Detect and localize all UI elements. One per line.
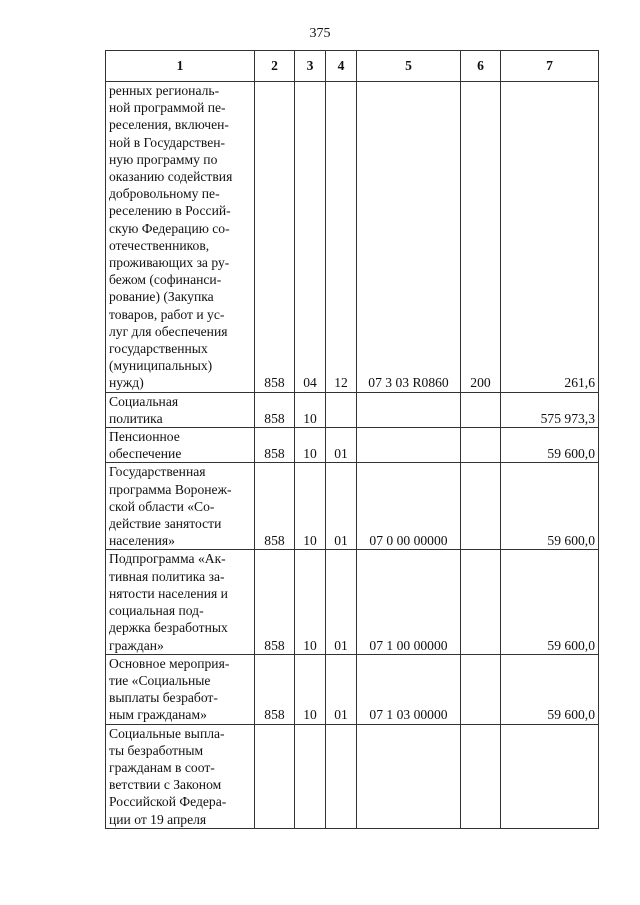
row-code-6: 200 <box>461 82 501 393</box>
row-code-6 <box>461 463 501 550</box>
row-code-2: 858 <box>255 463 295 550</box>
page-number: 375 <box>309 26 331 41</box>
row-code-3: 10 <box>295 654 326 724</box>
row-code-2 <box>255 724 295 828</box>
row-code-6 <box>461 550 501 654</box>
row-amount: 575 973,3 <box>501 392 599 427</box>
row-code-3: 10 <box>295 463 326 550</box>
row-name: Государственная программа Воронеж- ской области «Со- действие занятости населения» <box>109 464 232 549</box>
header-col-7: 7 <box>501 51 599 82</box>
row-code-5 <box>357 724 461 828</box>
header-col-2: 2 <box>255 51 295 82</box>
row-name: Основное мероприя- тие «Социальные выплаты безработ- ным гражданам» <box>109 655 230 723</box>
row-code-4 <box>326 392 357 427</box>
row-code-3: 10 <box>295 428 326 463</box>
header-col-5: 5 <box>357 51 461 82</box>
row-code-3: 10 <box>295 392 326 427</box>
row-code-5 <box>357 392 461 427</box>
row-code-3: 10 <box>295 550 326 654</box>
header-col-4: 4 <box>326 51 357 82</box>
row-code-2: 858 <box>255 392 295 427</box>
row-code-2: 858 <box>255 428 295 463</box>
table-row <box>106 82 599 393</box>
table-row <box>106 654 599 724</box>
row-amount <box>501 724 599 828</box>
row-code-5: 07 1 03 00000 <box>357 654 461 724</box>
row-code-2: 858 <box>255 82 295 393</box>
row-code-6 <box>461 392 501 427</box>
row-name: Пенсионное обеспечение <box>109 429 182 462</box>
table-header-row <box>106 51 599 82</box>
row-code-6 <box>461 428 501 463</box>
row-code-5: 07 0 00 00000 <box>357 463 461 550</box>
row-code-4 <box>326 724 357 828</box>
row-name-cell <box>106 724 255 828</box>
row-code-3: 04 <box>295 82 326 393</box>
row-name-cell <box>106 550 255 654</box>
row-name-cell <box>106 428 255 463</box>
row-code-3 <box>295 724 326 828</box>
row-name-cell <box>106 463 255 550</box>
table-row <box>106 550 599 654</box>
row-name-cell <box>106 82 255 393</box>
row-code-5: 07 3 03 R0860 <box>357 82 461 393</box>
table-row <box>106 463 599 550</box>
budget-table <box>105 50 599 829</box>
row-code-2: 858 <box>255 654 295 724</box>
table-row <box>106 428 599 463</box>
row-name: Социальная политика <box>109 393 179 426</box>
header-col-6: 6 <box>461 51 501 82</box>
row-name: Социальные выпла- ты безработным гражданам в соот- ветствии с Законом Российской Федера- ции от 19 апреля <box>109 725 227 827</box>
row-amount: 261,6 <box>501 82 599 393</box>
row-amount: 59 600,0 <box>501 428 599 463</box>
header-col-3: 3 <box>295 51 326 82</box>
row-code-6 <box>461 724 501 828</box>
row-name: Подпрограмма «Ак- тивная политика за- нятости населения и социальная под- держка безработных граждан» <box>109 551 228 653</box>
row-code-6 <box>461 654 501 724</box>
row-code-2: 858 <box>255 550 295 654</box>
row-name: ренных региональ- ной программой пе- реселения, включен- ной в Государствен- ную программу по оказанию содействия добровольному пе- реселению в Россий- скую Федерацию со- отечественников, проживающих за ру- бежом (софинанси- рование) (Закупка товаров, работ и ус- луг для обеспечения государственных (муниципальных) нужд) <box>109 83 233 391</box>
row-code-4: 01 <box>326 463 357 550</box>
header-col-1: 1 <box>106 51 255 82</box>
row-amount: 59 600,0 <box>501 654 599 724</box>
row-code-5 <box>357 428 461 463</box>
row-amount: 59 600,0 <box>501 463 599 550</box>
row-name-cell <box>106 392 255 427</box>
table-row <box>106 724 599 828</box>
row-code-4: 01 <box>326 428 357 463</box>
row-code-5: 07 1 00 00000 <box>357 550 461 654</box>
row-name-cell <box>106 654 255 724</box>
row-code-4: 01 <box>326 550 357 654</box>
row-code-4: 01 <box>326 654 357 724</box>
table-row <box>106 392 599 427</box>
row-code-4: 12 <box>326 82 357 393</box>
row-amount: 59 600,0 <box>501 550 599 654</box>
